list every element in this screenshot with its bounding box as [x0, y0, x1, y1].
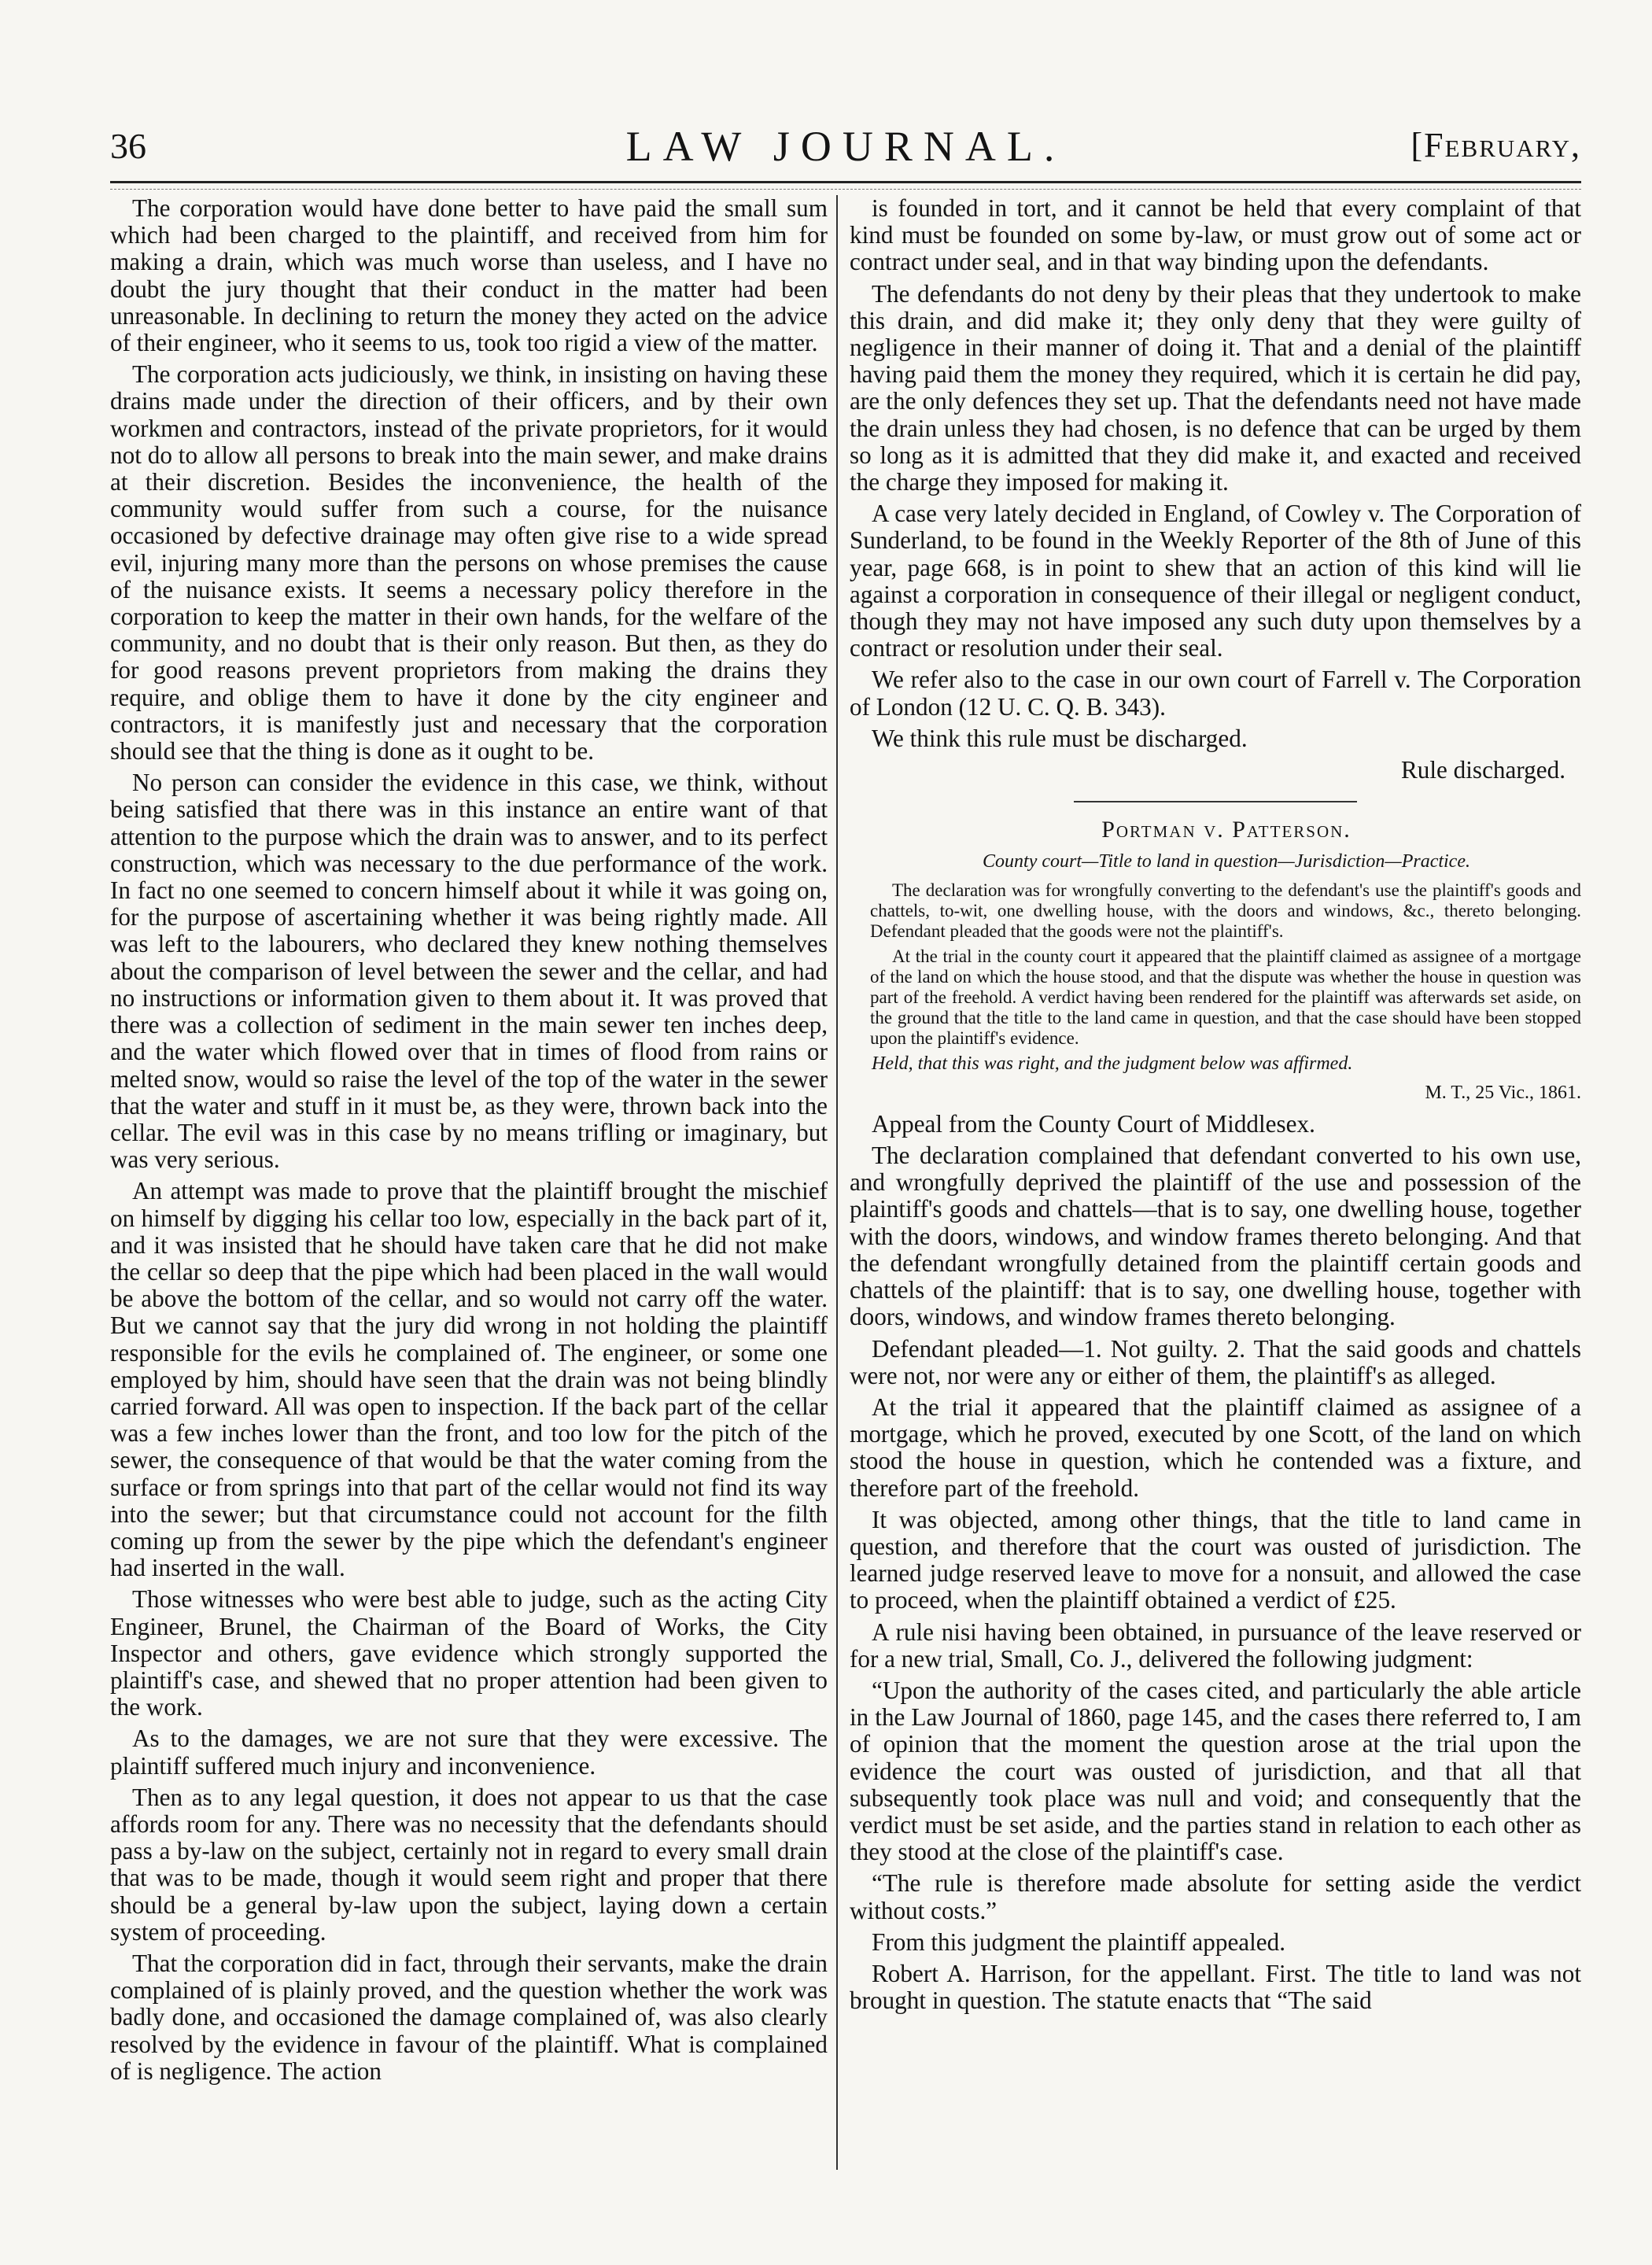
column-divider: [836, 195, 838, 2170]
paragraph: No person can consider the evidence in this case, we think, without being satisfied that there was in this instance an entire want of that attention to the purpose which the drain was to answer, and to its perfect construction, which was necessary to the due performance of the work. In fact no one seemed to concern himself about it while it was going on, for the purpose of ascertaining whether it was being rightly made. All was left to the labourers, who declared they knew nothing themselves about the comparison of level between the sewer and the cellar, and had no instructions or information given to them about it. It was proved that there was a collection of sediment in the main sewer ten inches deep, and the water which flowed over that in times of flood from rains or melted snow, would so raise the level of the top of the water in the sewer that the water and stuff in it must be, as they were, thrown back into the cellar. The evil was in this case by no means trifling or imaginary, but was very serious.: [110, 769, 828, 1174]
paragraph: “Upon the authority of the cases cited, and particularly the able article in the Law Journal of 1860, page 145, and the cases there referred to, I am of opinion that the moment the question arose at the trial upon the evidence the court was ousted of jurisdiction, and that all that subsequently took place was null and void; and consequently that the verdict must be set aside, and the parties stand in relation to each other as they stood at the close of the plaintiff's case.: [850, 1676, 1581, 1866]
case-subtitle: County court—Title to land in question—Jurisdiction—Practice.: [983, 851, 1470, 872]
headnote: The declaration was for wrongfully converting to the defendant's use the plaintiff's goods and chattels, to-wit, one dwelling house, with the doors and windows, &c., thereto belonging. Defendant pleaded that the goods were not the plaintiff's.: [870, 880, 1581, 941]
held-statement: Held, that this was right, and the judgment below was affirmed.: [872, 1053, 1353, 1074]
paragraph: Those witnesses who were best able to judge, such as the acting City Engineer, Brunel, the Chairman of the Board of Works, the City Inspector and others, gave evidence which strongly supported the plaintiff's case, and shewed that no proper attention had been given to the work.: [110, 1585, 828, 1721]
paragraph: That the corporation did in fact, through their servants, make the drain complained of is plainly proved, and the question whether the work was badly done, and occasioned the damage complained of, was also clearly resolved by the evidence in favour of the plaintiff. What is complained of is negligence. The action: [110, 1950, 828, 2085]
paragraph: We refer also to the case in our own court of Farrell v. The Corporation of London (12 U. C. Q. B. 343).: [850, 666, 1581, 721]
paragraph: An attempt was made to prove that the plaintiff brought the mischief on himself by digging his cellar too low, especially in the back part of it, and it was insisted that he should have taken care that he did not make the cellar so deep that the pipe which had been placed in the wall would be above the bottom of the cellar, and so would not carry off the water. But we cannot say that the jury did wrong in not holding the plaintiff responsible for the evils he complained of. The engineer, or some one employed by him, should have seen that the drain was not being blindly carried forward. All was open to inspection. If the back part of the cellar was a few inches lower than the front, and too low for the pitch of the sewer, the consequence of that would be that the water coming from the surface or from springs into that part of the cellar would not find its way into the sewer; but that circumstance could not account for the filth coming up from the sewer by the pipe which the defendant's engineer had inserted in the wall.: [110, 1177, 828, 1582]
paragraph: It was objected, among other things, that the title to land came in question, and therefore that the court was ousted of jurisdiction. The learned judge reserved leave to move for a nonsuit, and allowed the case to proceed, when the plaintiff obtained a verdict of £25.: [850, 1505, 1581, 1614]
headnote: At the trial in the county court it appeared that the plaintiff claimed as assignee of a mortgage of the land on which the house stood, and that the dispute was whether the house in question was part of the freehold. A verdict having been rendered for the plaintiff was afterwards set aside, on the ground that the title to the land came in question, and that the case should have been stopped upon the plaintiff's evidence.: [870, 946, 1581, 1048]
case-citation: M. T., 25 Vic., 1861.: [1425, 1082, 1581, 1103]
paragraph: Then as to any legal question, it does not appear to us that the case affords room for any. There was no necessity that the defendants should pass a by-law on the subject, certainly not in regard to every small drain that was to be made, though it would seem right and proper that there should be a general by-law upon the subject, laying down a certain system of proceeding.: [110, 1783, 828, 1946]
journal-title: LAW JOURNAL.: [625, 123, 1066, 170]
paragraph: Robert A. Harrison, for the appellant. First. The title to land was not brought in question. The statute enacts that “The said: [850, 1959, 1581, 2015]
page-number: 36: [110, 126, 146, 166]
paragraph: Appeal from the County Court of Middlesex.: [872, 1109, 1315, 1138]
headnotes: [850, 880, 1581, 1049]
paragraph: The defendants do not deny by their pleas that they undertook to make this drain, and did make it; they only deny that they were guilty of negligence in their manner of doing it. That and a denial of the plaintiff having paid them the money they required, which it is certain he did pay, are the only defences they set up. That the defendants need not have made the drain unless they had chosen, is no defence that can be urged by them so long as it is admitted that they did make it, and exacted and received the charge they imposed for making it.: [850, 279, 1581, 496]
header-month: [February,: [1410, 126, 1581, 164]
header-rule-secondary: [110, 189, 1581, 190]
paragraph: “The rule is therefore made absolute for setting aside the verdict without costs.”: [850, 1869, 1581, 1924]
rule-discharged: Rule discharged.: [1400, 756, 1565, 784]
case-title: Portman v. Patterson.: [1101, 817, 1351, 843]
left-column: [110, 195, 828, 2090]
header-rule: [110, 181, 1581, 183]
paragraph: As to the damages, we are not sure that they were excessive. The plaintiff suffered much injury and inconvenience.: [110, 1725, 828, 1780]
paragraph: is founded in tort, and it cannot be held that every complaint of that kind must be founded on some by-law, or must grow out of some act or contract under seal, and in that way binding upon the defendants.: [850, 194, 1581, 276]
right-column: [850, 195, 1581, 2019]
paragraph: A rule nisi having been obtained, in pursuance of the leave reserved or for a new trial, Small, Co. J., delivered the following judgment:: [850, 1618, 1581, 1673]
paragraph: From this judgment the plaintiff appealed.: [872, 1927, 1286, 1956]
paragraph: We think this rule must be discharged.: [872, 724, 1248, 752]
paragraph: At the trial it appeared that the plaintiff claimed as assignee of a mortgage, which he proved, executed by one Scott, of the land on which stood the house in question, which he contended was a fixture, and therefore part of the freehold.: [850, 1393, 1581, 1502]
case-separator: [1074, 801, 1357, 802]
paragraph: The corporation acts judiciously, we think, in insisting on having these drains made under the direction of their officers, and by their own workmen and contractors, instead of the private proprietors, for it would not do to allow all persons to break into the main sewer, and make drains at their discretion. Besides the inconvenience, the health of the community would suffer from such a course, for the nuisance occasioned by defective drainage may often give rise to a wide spread evil, injuring many more than the persons on whose premises the cause of the nuisance exists. It seems a necessary policy therefore in the corporation to keep the matter in their own hands, for the welfare of the community, and no doubt that is their only reason. But then, as they do for good reasons prevent proprietors from making the drains they require, and oblige them to have it done by the city engineer and contractors, it is manifestly just and necessary that the corporation should see that the thing is done as it ought to be.: [110, 360, 828, 765]
paragraph: The declaration complained that defendant converted to his own use, and wrongfully deprived the plaintiff of the use and possession of the plaintiff's goods and chattels—that is to say, one dwelling house, together with the doors, windows, and window frames thereto belonging. And that the defendant wrongfully detained from the plaintiff certain goods and chattels of the plaintiff: that is to say, one dwelling house, together with doors, windows, and window frames thereto belonging.: [850, 1142, 1581, 1331]
paragraph: Defendant pleaded—1. Not guilty. 2. That the said goods and chattels were not, nor were any or either of them, the plaintiff's as alleged.: [850, 1334, 1581, 1389]
right-column-body: [850, 1111, 1581, 2015]
right-column-opening: [850, 195, 1581, 752]
paragraph: The corporation would have done better to have paid the small sum which had been charged to the plaintiff, and received from him for making a drain, which was much worse than useless, and I have no doubt the jury thought that their conduct in the matter had been unreasonable. In declining to return the money they acted on the advice of their engineer, who it seems to us, took too rigid a view of the matter.: [110, 194, 828, 357]
paragraph: A case very lately decided in England, of Cowley v. The Corporation of Sunderland, to be found in the Weekly Reporter of the 8th of June of this year, page 668, is in point to shew that an action of this kind will lie against a corporation in consequence of their illegal or negligent conduct, though they may not have imposed any such duty upon themselves by a contract or resolution under their seal.: [850, 500, 1581, 662]
page-header: [110, 122, 1581, 177]
